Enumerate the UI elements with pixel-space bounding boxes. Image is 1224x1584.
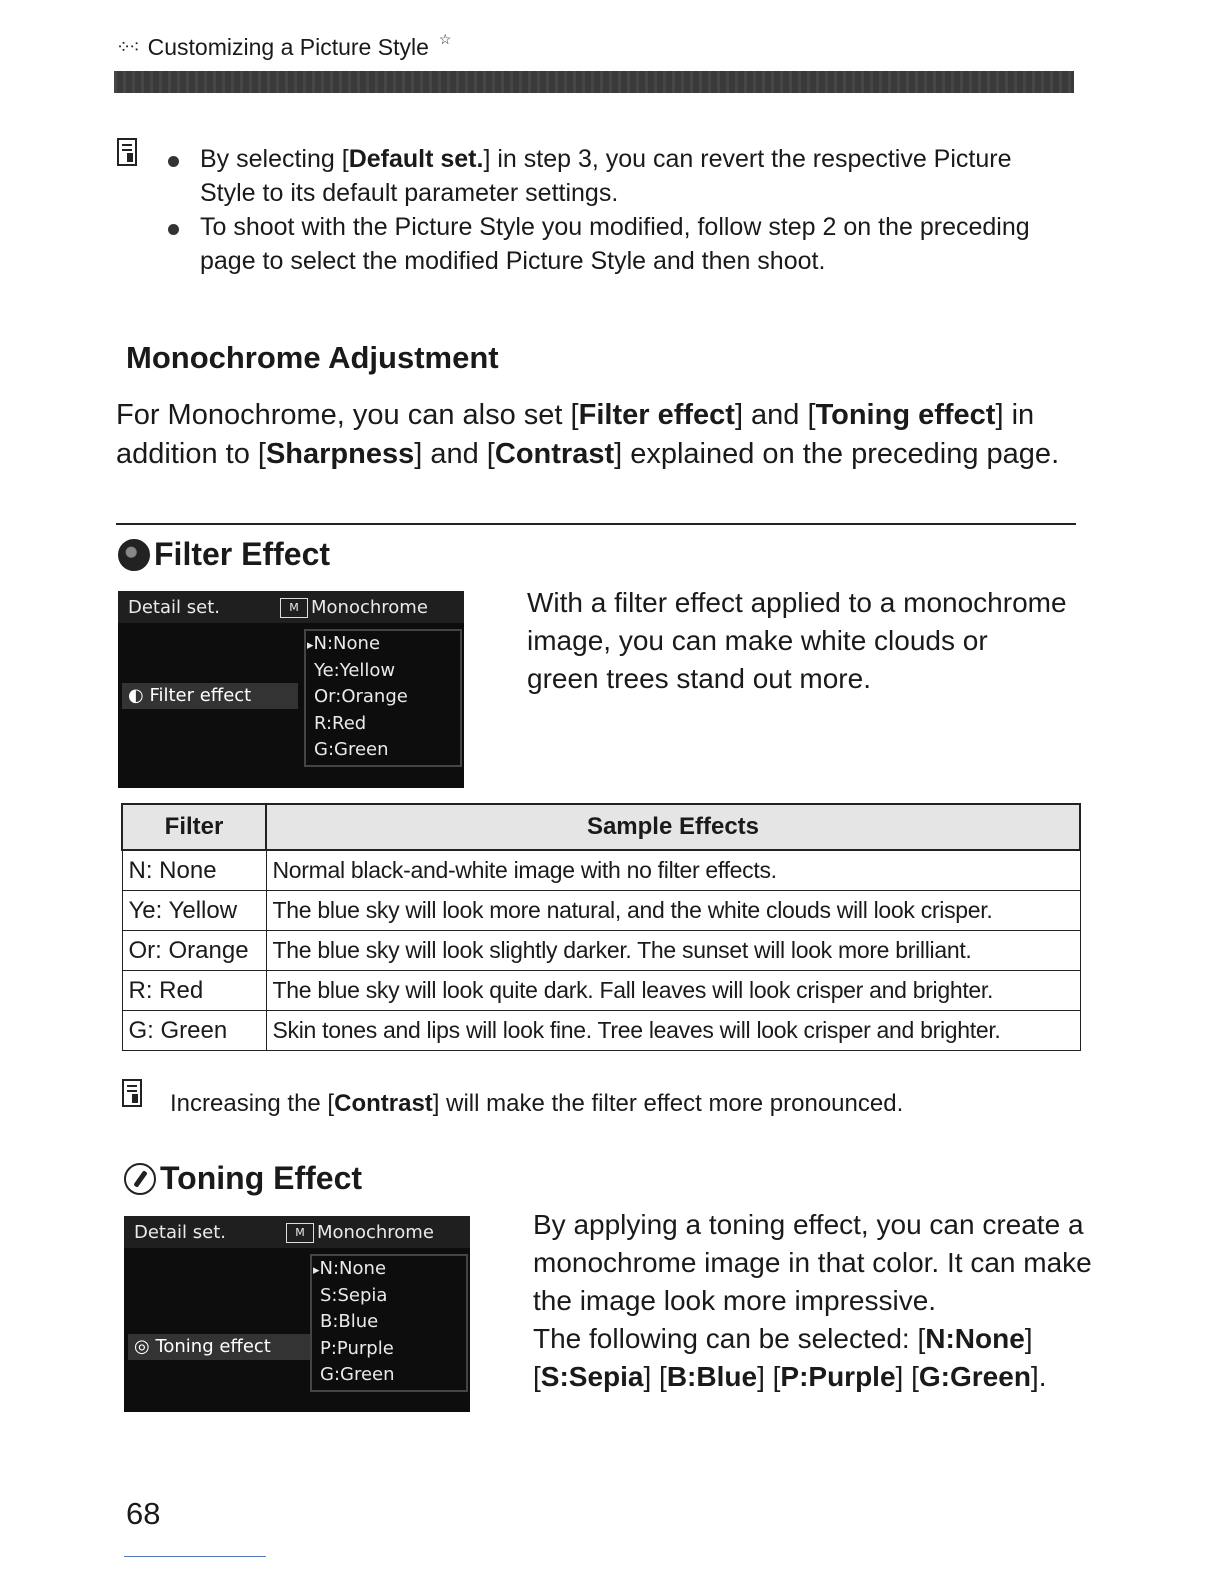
effect-cell: The blue sky will look more natural, and the white clouds will look crisper.	[266, 891, 1080, 931]
option-item[interactable]: B:Blue	[320, 1311, 379, 1333]
effect-cell: Normal black-and-white image with no filter effects.	[266, 850, 1080, 891]
memo-icon	[117, 138, 137, 166]
option-item[interactable]: Ye:Yellow	[314, 659, 396, 681]
contrast-note: Increasing the [Contrast] will make the filter effect more pronounced.	[170, 1090, 904, 1117]
filter-effect-icon	[118, 539, 150, 571]
effect-cell: Skin tones and lips will look fine. Tree leaves will look crisper and brighter.	[266, 1011, 1080, 1051]
note-item: To shoot with the Picture Style you modified, follow step 2 on the preceding page to select the modified Picture Style and then shoot.	[166, 210, 1066, 278]
table-header: Sample Effects	[266, 804, 1080, 850]
table-row	[122, 931, 1080, 971]
option-item[interactable]: ▸ N:None	[312, 1256, 466, 1283]
detail-set-label: Detail set.	[134, 1222, 226, 1243]
monochrome-badge: M	[280, 598, 308, 618]
filter-lcd-screen	[118, 591, 464, 788]
filter-description: With a filter effect applied to a monochrome image, you can make white clouds or green trees stand out more.	[527, 587, 1067, 694]
filter-cell: Or: Orange	[122, 931, 266, 971]
filter-effect-menu-label: ◐ Filter effect	[122, 683, 298, 709]
option-item[interactable]: ▸ N:None	[306, 631, 460, 658]
detail-set-label: Detail set.	[128, 597, 220, 618]
option-item[interactable]: Or:Orange	[314, 686, 408, 708]
option-item[interactable]: P:Purple	[320, 1337, 394, 1359]
picture-style-icon: ⁘⁖	[116, 37, 138, 57]
toning-choices: The following can be selected: [N:None] [S:Sepia] [B:Blue] [P:Purple] [G:Green].	[533, 1323, 1047, 1392]
style-label: M Monochrome	[286, 1222, 434, 1243]
monochrome-badge: M	[286, 1223, 314, 1243]
table-row	[122, 891, 1080, 931]
option-item[interactable]: G:Green	[320, 1364, 395, 1386]
toning-effect-menu-label: ◎ Toning effect	[128, 1334, 310, 1360]
section-heading: Monochrome Adjustment	[126, 340, 499, 375]
table-row	[122, 971, 1080, 1011]
option-item[interactable]: S:Sepia	[320, 1284, 388, 1306]
toning-description: By applying a toning effect, you can create a monochrome image in that color. It can make the image look more impressive. The following can be selected: [N:None] [S:Sepia] [B:Blue] [P:Purple] [G:Green].	[533, 1206, 1093, 1396]
effect-cell: The blue sky will look quite dark. Fall leaves will look crisper and brighter.	[266, 971, 1080, 1011]
notes-list	[166, 142, 1066, 278]
filter-cell: Ye: Yellow	[122, 891, 266, 931]
filter-cell: R: Red	[122, 971, 266, 1011]
filter-cell: G: Green	[122, 1011, 266, 1051]
filter-table	[121, 803, 1081, 1051]
section-rule	[116, 523, 1076, 525]
option-item[interactable]: G:Green	[314, 739, 389, 761]
filter-cell: N: None	[122, 850, 266, 891]
footer-line	[124, 1556, 266, 1557]
memo-icon	[122, 1079, 142, 1107]
style-label: M Monochrome	[280, 597, 428, 618]
toning-heading: Toning Effect	[124, 1160, 362, 1197]
filter-options-list	[304, 629, 462, 767]
page-header	[116, 31, 452, 61]
intro-paragraph: For Monochrome, you can also set [Filter effect] and [Toning effect] in addition to [Sharpness] and [Contrast] explained on the preceding page.	[116, 399, 1060, 470]
header-bar	[114, 71, 1074, 93]
option-item[interactable]: R:Red	[314, 712, 367, 734]
page-number: 68	[126, 1496, 161, 1531]
filter-heading: Filter Effect	[118, 536, 330, 573]
table-row	[122, 850, 1080, 891]
toning-options-list	[310, 1254, 468, 1392]
toning-effect-icon	[124, 1163, 156, 1195]
header-title: Customizing a Picture Style	[147, 34, 429, 60]
toning-lcd-screen	[124, 1216, 470, 1412]
table-row	[122, 1011, 1080, 1051]
table-header: Filter	[122, 804, 266, 850]
note-item: By selecting [Default set.] in step 3, you can revert the respective Picture Style to its default parameter settings.	[166, 142, 1066, 210]
effect-cell: The blue sky will look slightly darker. The sunset will look more brilliant.	[266, 931, 1080, 971]
star-icon: ☆	[438, 31, 452, 47]
